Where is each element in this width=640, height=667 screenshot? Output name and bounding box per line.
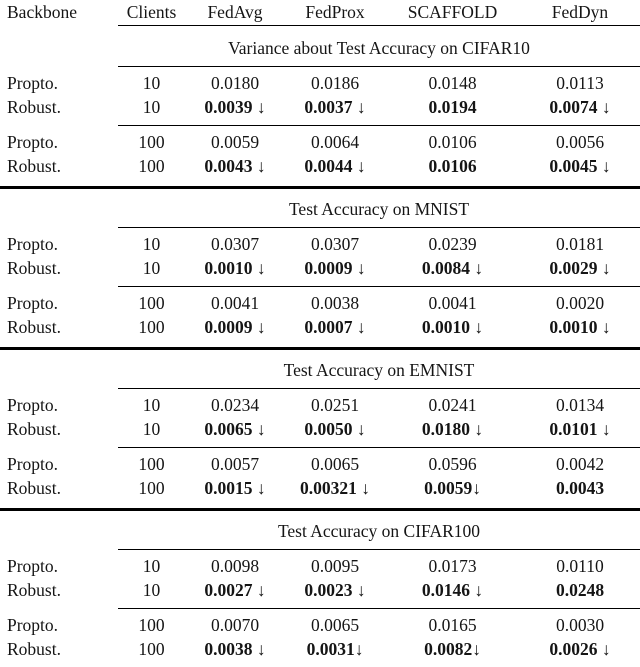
cell-value: 0.0084 ↓ (421, 258, 484, 279)
cell-value: 0.0110 (556, 556, 604, 577)
cell-clients: 100 (138, 293, 165, 314)
cell-value: 0.0023 ↓ (304, 580, 366, 601)
table-row (0, 233, 640, 257)
table-row (0, 614, 640, 638)
section-title: Test Accuracy on EMNIST (283, 360, 475, 380)
cell-value: 0.0041 (428, 293, 477, 314)
table-row (0, 453, 640, 477)
cell-value: 0.0045 ↓ (549, 156, 611, 177)
cell-backbone: Robust. (7, 258, 61, 279)
table-section (0, 350, 640, 511)
cell-value: 0.0065 (310, 615, 360, 636)
cell-value: 0.0106 (428, 132, 477, 153)
cell-value: 0.0065 (310, 454, 360, 475)
cell-backbone: Robust. (7, 639, 61, 660)
cell-clients: 100 (138, 478, 165, 499)
cell-value: 0.0064 (310, 132, 360, 153)
table-section (0, 28, 640, 189)
cell-value: 0.0043 (555, 478, 605, 499)
cell-value: 0.0180 ↓ (421, 419, 484, 440)
cell-value: 0.0098 (210, 556, 260, 577)
cell-backbone: Robust. (7, 97, 61, 118)
table-section (0, 511, 640, 667)
cell-value: 0.0234 (210, 395, 260, 416)
table-row (0, 131, 640, 155)
cell-value: 0.00321 ↓ (300, 478, 370, 499)
cell-backbone: Propto. (7, 556, 59, 577)
section-title-rule (118, 227, 640, 228)
cell-value: 0.0010 ↓ (204, 258, 266, 279)
cell-clients: 10 (142, 73, 161, 94)
cell-value: 0.0134 (555, 395, 605, 416)
table-row (0, 292, 640, 316)
cell-clients: 100 (138, 454, 165, 475)
table-section (0, 189, 640, 350)
cell-backbone: Propto. (7, 73, 59, 94)
column-header-clients: Clients (126, 1, 177, 22)
cell-value: 0.0082↓ (424, 639, 481, 660)
table-row (0, 394, 640, 418)
cell-value: 0.0173 (428, 556, 477, 577)
cell-value: 0.0239 (428, 234, 477, 255)
table-row (0, 257, 640, 281)
client-block-divider (118, 286, 640, 287)
table-row (0, 72, 640, 96)
cell-value: 0.0027 ↓ (204, 580, 266, 601)
cell-value: 0.0148 (428, 73, 477, 94)
cell-value: 0.0026 ↓ (549, 639, 611, 660)
column-header-scaffold: SCAFFOLD (407, 1, 498, 22)
section-title-rule (118, 549, 640, 550)
table-row (0, 155, 640, 179)
cell-value: 0.0057 (210, 454, 260, 475)
cell-value: 0.0038 ↓ (204, 639, 266, 660)
table-header-row (0, 0, 640, 25)
table-row (0, 418, 640, 442)
cell-value: 0.0065 ↓ (204, 419, 266, 440)
cell-value: 0.0010 ↓ (549, 317, 611, 338)
cell-backbone: Propto. (7, 615, 59, 636)
cell-value: 0.0009 ↓ (204, 317, 266, 338)
cell-value: 0.0181 (555, 234, 605, 255)
table-row (0, 579, 640, 603)
table-row (0, 316, 640, 340)
cell-value: 0.0307 (310, 234, 360, 255)
cell-backbone: Propto. (7, 132, 59, 153)
cell-clients: 10 (142, 395, 161, 416)
cell-backbone: Propto. (7, 454, 59, 475)
cell-value: 0.0044 ↓ (304, 156, 366, 177)
table-sections (0, 28, 640, 667)
cell-backbone: Propto. (7, 395, 59, 416)
cell-backbone: Robust. (7, 419, 61, 440)
cell-clients: 10 (142, 97, 161, 118)
cell-value: 0.0015 ↓ (204, 478, 266, 499)
cell-value: 0.0059 (210, 132, 260, 153)
cell-clients: 10 (142, 234, 161, 255)
cell-value: 0.0029 ↓ (549, 258, 611, 279)
cell-value: 0.0241 (428, 395, 477, 416)
cell-value: 0.0039 ↓ (204, 97, 266, 118)
cell-value: 0.0037 ↓ (304, 97, 366, 118)
cell-value: 0.0307 (210, 234, 260, 255)
cell-value: 0.0194 (428, 97, 477, 118)
cell-clients: 100 (138, 317, 165, 338)
table-row (0, 555, 640, 579)
cell-value: 0.0038 (310, 293, 360, 314)
cell-value: 0.0031↓ (306, 639, 364, 660)
column-header-fedavg: FedAvg (207, 1, 263, 22)
cell-clients: 100 (138, 132, 165, 153)
section-title: Variance about Test Accuracy on CIFAR10 (228, 38, 530, 58)
cell-value: 0.0180 (210, 73, 260, 94)
cell-clients: 100 (138, 639, 165, 660)
cell-value: 0.0248 (555, 580, 605, 601)
table-row (0, 477, 640, 501)
column-header-feddyn: FedDyn (551, 1, 609, 22)
table-row (0, 638, 640, 662)
cell-clients: 10 (142, 580, 161, 601)
cell-clients: 100 (138, 156, 165, 177)
cell-value: 0.0251 (310, 395, 360, 416)
cell-clients: 10 (142, 556, 161, 577)
cell-backbone: Robust. (7, 317, 61, 338)
cell-clients: 10 (142, 258, 161, 279)
cell-value: 0.0010 ↓ (421, 317, 484, 338)
section-title: Test Accuracy on MNIST (288, 199, 470, 219)
section-title: Test Accuracy on CIFAR100 (277, 521, 481, 541)
cell-value: 0.0074 ↓ (549, 97, 611, 118)
cell-value: 0.0030 (555, 615, 605, 636)
cell-value: 0.0059↓ (424, 478, 481, 499)
cell-value: 0.0070 (210, 615, 260, 636)
cell-backbone: Robust. (7, 156, 61, 177)
cell-value: 0.0146 ↓ (421, 580, 484, 601)
header-rule (118, 25, 640, 26)
cell-value: 0.0186 (310, 73, 360, 94)
cell-backbone: Robust. (7, 580, 61, 601)
cell-value: 0.0101 ↓ (549, 419, 611, 440)
column-header-fedprox: FedProx (305, 1, 365, 22)
cell-value: 0.0106 (428, 156, 477, 177)
cell-value: 0.0165 (428, 615, 477, 636)
cell-value: 0.0596 (428, 454, 477, 475)
cell-value: 0.0095 (310, 556, 360, 577)
cell-value: 0.0041 (210, 293, 260, 314)
cell-clients: 100 (138, 615, 165, 636)
cell-backbone: Robust. (7, 478, 61, 499)
cell-value: 0.0043 ↓ (204, 156, 266, 177)
section-title-rule (118, 388, 640, 389)
table-row (0, 96, 640, 120)
column-header-backbone: Backbone (7, 1, 77, 22)
client-block-divider (118, 608, 640, 609)
cell-value: 0.0056 (555, 132, 605, 153)
client-block-divider (118, 447, 640, 448)
cell-value: 0.0042 (555, 454, 605, 475)
cell-value: 0.0050 ↓ (304, 419, 366, 440)
cell-backbone: Propto. (7, 234, 59, 255)
client-block-divider (118, 125, 640, 126)
cell-value: 0.0009 ↓ (304, 258, 366, 279)
cell-value: 0.0113 (556, 73, 604, 94)
cell-value: 0.0020 (555, 293, 605, 314)
section-title-rule (118, 66, 640, 67)
cell-value: 0.0007 ↓ (304, 317, 366, 338)
cell-backbone: Propto. (7, 293, 59, 314)
cell-clients: 10 (142, 419, 161, 440)
